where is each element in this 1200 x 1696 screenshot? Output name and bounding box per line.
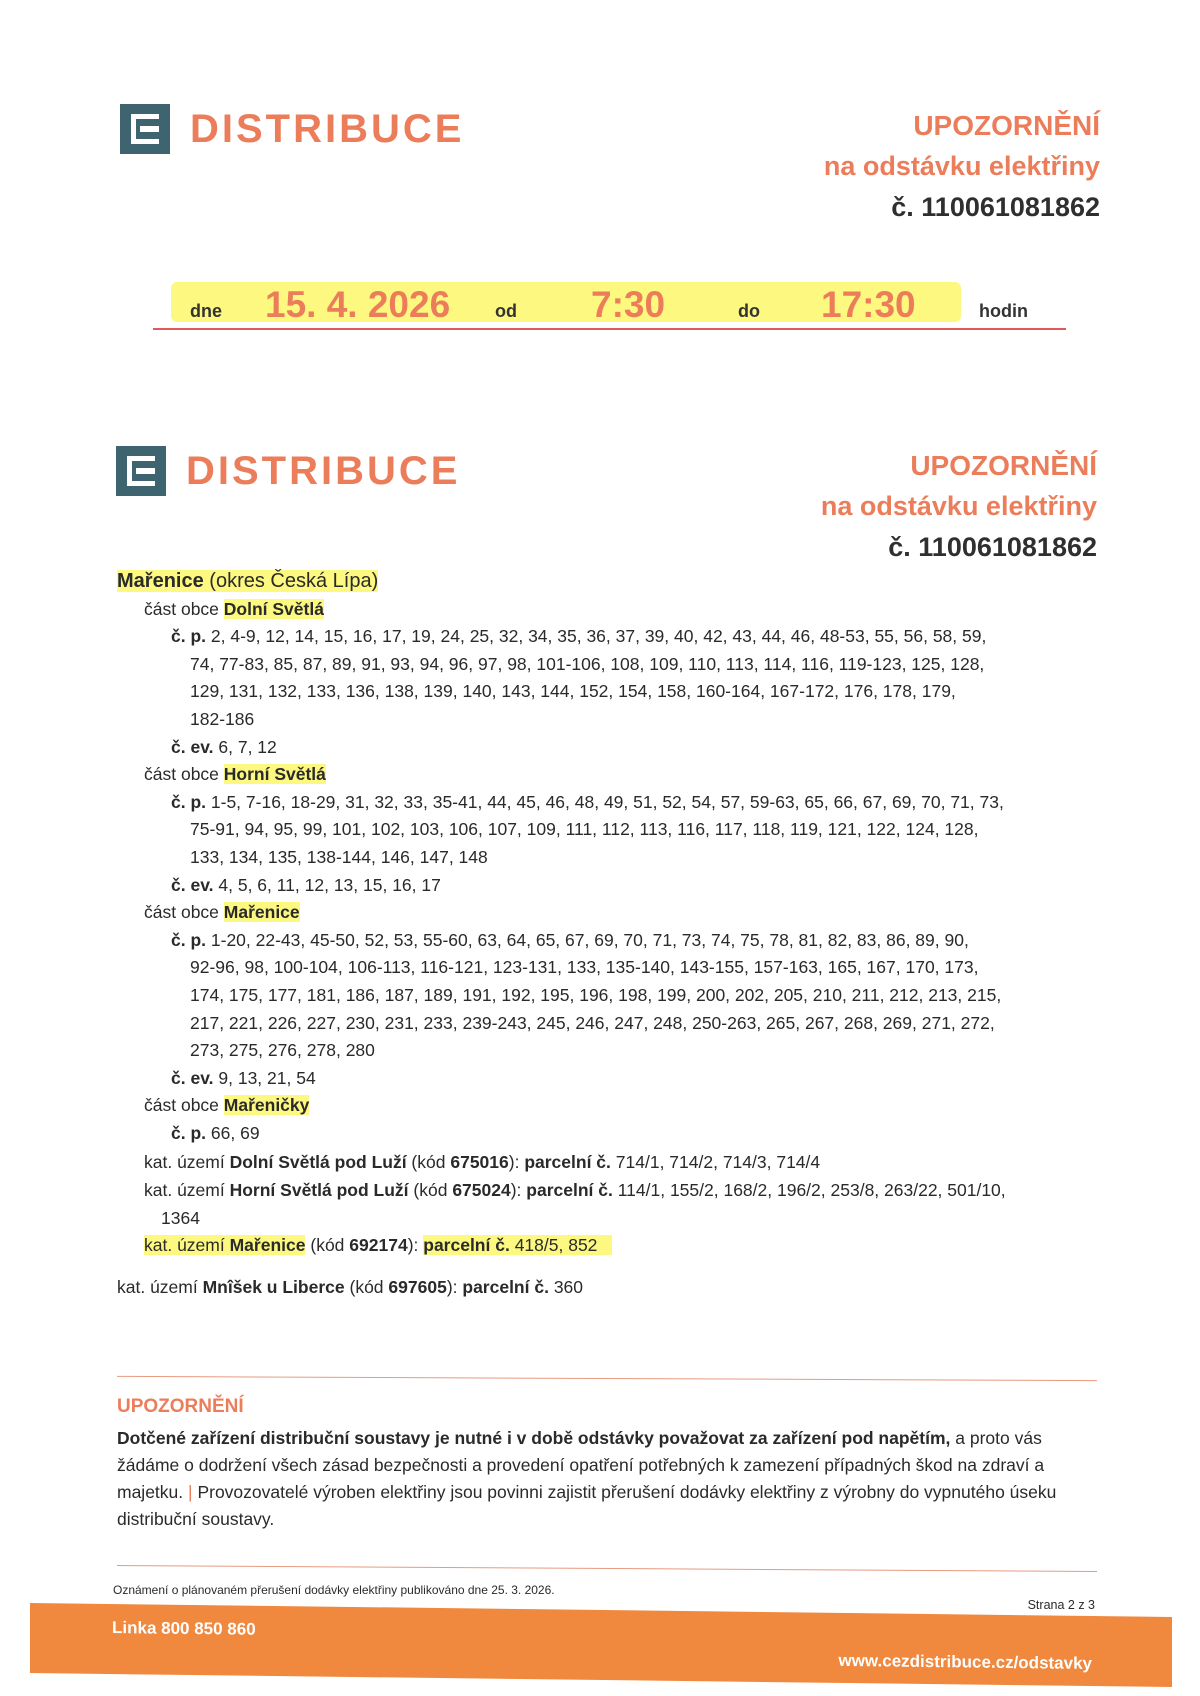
warning-title: UPOZORNĚNÍ [117,1396,244,1417]
code-label: kód [355,1276,384,1297]
notice-header [824,105,1100,228]
separator: | [188,1482,193,1502]
code-label: kód [417,1152,446,1173]
cez-distribuce-logo [116,446,460,496]
code-label: kód [316,1235,345,1256]
cev-values: 4, 5, 6, 11, 12, 13, 15, 16, 17 [218,874,441,895]
cadastral-name: Mnîšek u Liberce [202,1276,345,1297]
parcel-label: parcelní č. [526,1180,613,1201]
cadastral-code: 675024 [452,1180,511,1201]
cez-logo-icon [120,104,170,154]
cp-label: č. p. [171,626,207,647]
warning-text [117,1425,1107,1533]
cp-values: 217, 221, 226, 227, 230, 231, 233, 239-243, 245, 246, 247, 248, 250-263, 265, 267, 268, 269, 271, 272, [190,1012,995,1033]
cp-line [117,623,1117,651]
cp-values: 74, 77-83, 85, 87, 89, 91, 93, 94, 96, 97, 98, 101-106, 108, 109, 110, 113, 114, 116, 119-123, 125, 128, [190,653,985,674]
kat-label: kat. území [144,1152,225,1173]
parcel-values: 1364 [161,1207,200,1228]
cadastral-line: kat. území Horní Světlá pod Luží (kód 675024): parcelní č. 114/1, 155/2, 168/2, 196/2, 253/8, 263/22, 501/10, [144,1180,1006,1201]
cev-line [117,1065,1117,1093]
cp-label: č. p. [171,1122,207,1143]
cp-values: 2, 4-9, 12, 14, 15, 16, 17, 19, 24, 25, 32, 34, 35, 36, 37, 39, 40, 42, 43, 44, 46, 48-53, 55, 56, 58, 59, [210,626,987,647]
parcel-label: parcelní č. [462,1276,549,1297]
cadastral-code: 675016 [450,1152,509,1173]
footer-bar [30,1603,1172,1687]
notice-title: UPOZORNĚNÍ [913,110,1100,141]
part-name: Mařenice [223,902,300,923]
part-name: Mařeničky [223,1095,310,1116]
cadastral-name: Dolní Světlá pod Luží [229,1152,407,1173]
page-number: Strana 2 z 3 [1027,1598,1095,1612]
parcel-values: 714/1, 714/2, 714/3, 714/4 [615,1152,821,1173]
warning-text-2: Provozovatelé výroben elektřiny jsou povinni zajistit přerušení dodávky elektřiny z výrobny do vypnutého úseku distribuční soustavy. [117,1482,1057,1529]
parcel-values: 418/5, 852 [514,1235,598,1256]
cev-label: č. ev. [171,1067,214,1088]
cadastral-code: 692174 [349,1235,408,1256]
code-label: kód [419,1180,448,1201]
date-label: dne [190,301,223,321]
cadastral-name: Mařenice [229,1235,306,1256]
part-label: část obce [144,902,219,923]
outage-date-line [153,280,1066,330]
parcel-values: 360 [553,1276,584,1297]
cp-values: 182-186 [190,708,255,729]
cadastral-line: kat. území Mnîšek u Liberce (kód 697605): parcelní č. 360 [117,1276,584,1297]
parcel-label: parcelní č. [423,1235,510,1256]
district: (okres Česká Lípa) [209,570,379,592]
kat-label: kat. území [144,1180,225,1201]
affected-addresses [117,568,1117,1301]
part-label: část obce [144,598,219,619]
cp-label: č. p. [171,791,207,812]
part-name: Dolní Světlá [223,598,324,619]
warning-text-1: a proto vás žádáme o dodržení všech zásad bezpečnosti a provedení opatření potřebných k zamezení případných škod na zdraví a majetku. [117,1428,1045,1502]
published-note: Oznámení o plánovaném přerušení dodávky elektřiny publikováno dne 25. 3. 2026. [113,1583,555,1597]
cadastral-line: kat. území Dolní Světlá pod Luží (kód 675016): parcelní č. 714/1, 714/2, 714/3, 714/4 [144,1152,821,1173]
cp-line [117,927,1117,955]
part-label: část obce [144,1095,219,1116]
cev-line [117,872,1117,900]
cp-values: 174, 175, 177, 181, 186, 187, 189, 191, 192, 195, 196, 198, 199, 200, 202, 205, 210, 211, 212, 213, 215, [190,984,1002,1005]
notice-subtitle: na odstávku elektřiny [820,491,1097,521]
cp-values: 273, 275, 276, 278, 280 [190,1040,375,1061]
from-label: od [495,301,517,321]
part-heading [117,596,1117,624]
cp-values: 129, 131, 132, 133, 136, 138, 139, 140, 143, 144, 152, 154, 158, 160-164, 167-172, 176, 178, 179, [190,681,956,702]
parcel-values: 114/1, 155/2, 168/2, 196/2, 253/8, 263/22, 501/10, [617,1180,1006,1201]
cez-logo-icon [116,446,166,496]
notice-number: č. 110061081862 [888,532,1097,562]
notice-number: č. 110061081862 [891,192,1100,222]
cadastral-line: kat. území Mařenice (kód 692174): parcelní č. 418/5, 852 [117,1232,1117,1260]
part-heading [117,1092,1117,1120]
kat-label: kat. území [144,1235,225,1256]
notice-title: UPOZORNĚNÍ [910,450,1097,481]
brand-name: DISTRIBUCE [186,448,461,493]
part-heading [117,899,1117,927]
hours-label: hodin [979,301,1028,321]
cev-label: č. ev. [171,736,214,757]
part-name: Horní Světlá [223,764,326,785]
cev-values: 9, 13, 21, 54 [218,1067,316,1088]
parcel-label: parcelní č. [524,1152,611,1173]
cp-values: 133, 134, 135, 138-144, 146, 147, 148 [190,846,488,867]
cev-values: 6, 7, 12 [218,736,277,757]
brand-name: DISTRIBUCE [190,106,465,151]
hotline: Linka 800 850 860 [112,1618,256,1639]
cp-values: 1-5, 7-16, 18-29, 31, 32, 33, 35-41, 44, 45, 46, 48, 49, 51, 52, 54, 57, 59-63, 65, 66, 67, 69, 70, 71, 73, [210,791,1004,812]
cev-label: č. ev. [171,874,214,895]
part-label: část obce [144,764,219,785]
cp-values: 92-96, 98, 100-104, 106-113, 116-121, 123-131, 133, 135-140, 143-155, 157-163, 165, 167, 170, 173, [190,957,979,978]
cp-line [117,1120,1117,1148]
divider [117,1376,1097,1381]
website-link[interactable]: www.cezdistribuce.cz/odstavky [838,1650,1092,1673]
cp-values: 1-20, 22-43, 45-50, 52, 53, 55-60, 63, 64, 65, 67, 69, 70, 71, 73, 74, 75, 78, 81, 82, 83, 86, 89, 90, [210,929,969,950]
divider [117,1565,1097,1572]
warning-bold: Dotčené zařízení distribuční soustavy je nutné i v době odstávky považovat za zařízení pod napětím, [117,1428,951,1448]
cadastral-code: 697605 [388,1276,447,1297]
municipality-name: Mařenice [117,570,204,592]
kat-label: kat. území [117,1276,198,1297]
notice-subtitle: na odstávku elektřiny [823,151,1100,181]
cp-values: 66, 69 [210,1122,260,1143]
cp-values: 75-91, 94, 95, 99, 101, 102, 103, 106, 107, 109, 111, 112, 113, 116, 117, 118, 119, 121, 122, 124, 128, [190,819,979,840]
outage-from-time: 7:30 [591,284,666,325]
outage-to-time: 17:30 [821,284,916,325]
outage-date: 15. 4. 2026 [265,284,451,325]
cez-distribuce-logo [120,104,464,154]
municipality-heading [117,568,1117,596]
cev-line [117,734,1117,762]
cp-label: č. p. [171,929,207,950]
to-label: do [738,301,760,321]
cp-line [117,789,1117,817]
notice-header [821,445,1097,568]
cadastral-name: Horní Světlá pod Luží [229,1180,409,1201]
part-heading [117,761,1117,789]
